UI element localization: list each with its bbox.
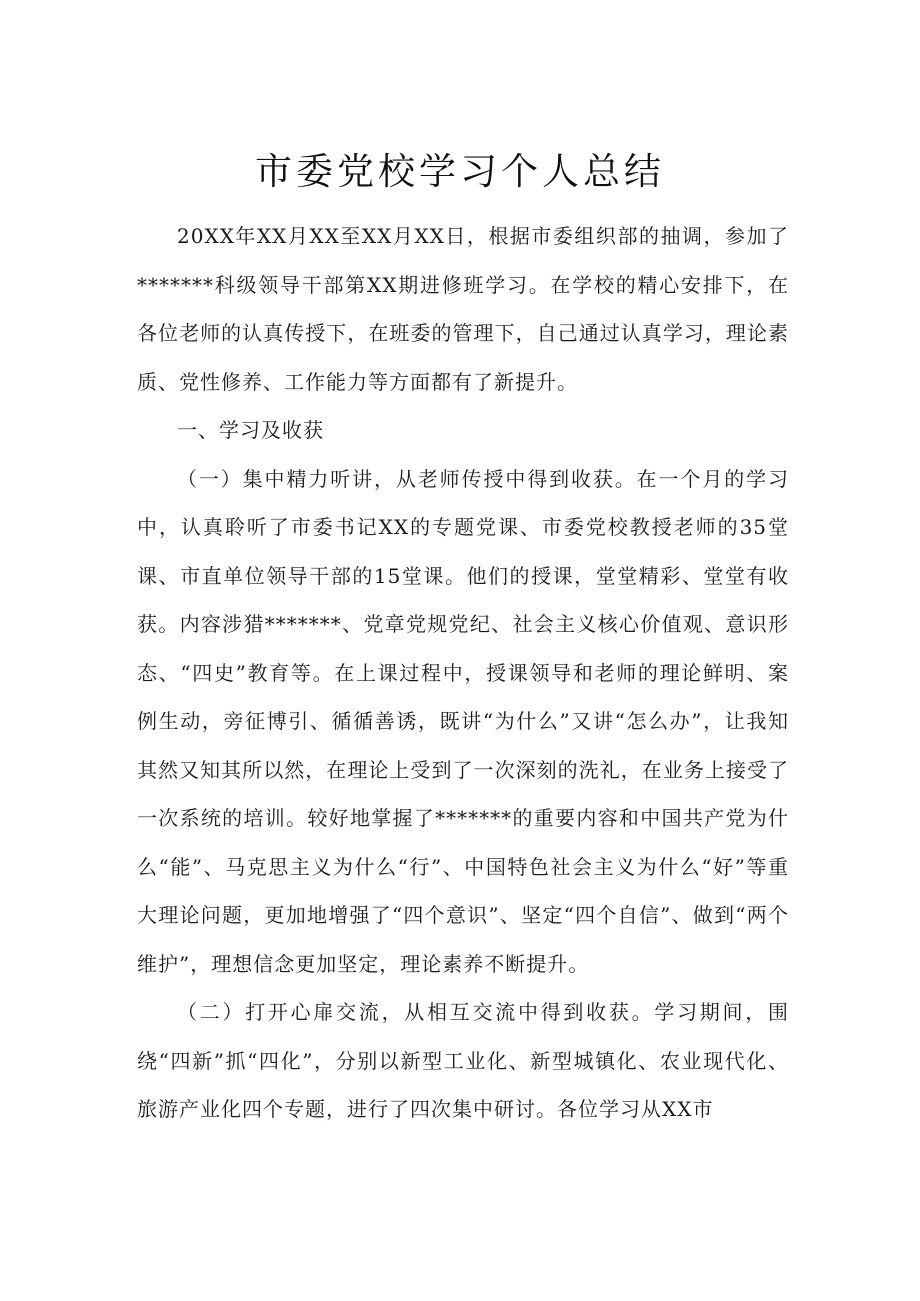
document-title: 市委党校学习个人总结 xyxy=(255,150,665,193)
document-body xyxy=(137,212,789,1134)
section-heading: 一、学习及收获 xyxy=(177,418,324,442)
intro-paragraph: 20XX年XX月XX至XX月XX日，根据市委组织部的抽调，参加了*******科级领导干部第XX期进修班学习。在学校的精心安排下，在各位老师的认真传授下，在班委的管理下，自己通过认真学习，理论素质、党性修养、工作能力等方面都有了新提升。 xyxy=(137,224,789,394)
subsection-one-paragraph: （一）集中精力听讲，从老师传授中得到收获。在一个月的学习中，认真聆听了市委书记XX的专题党课、市委党校教授老师的35堂课、市直单位领导干部的15堂课。他们的授课，堂堂精彩、堂堂有收获。内容涉猎*******、党章党规党纪、社会主义核心价值观、意识形态、“四史”教育等。在上课过程中，授课领导和老师的理论鲜明、案例生动，旁征博引、循循善诱，既讲“为什么”又讲“怎么办”，让我知其然又知其所以然，在理论上受到了一次深刻的洗礼，在业务上接受了一次系统的培训。较好地掌握了*******的重要内容和中国共产党为什么“能”、马克思主义为什么“行”、中国特色社会主义为什么“好”等重大理论问题，更加地增强了“四个意识”、坚定“四个自信”、做到“两个维护”，理想信念更加坚定，理论素养不断提升。 xyxy=(137,466,789,976)
subsection-two-paragraph: （二）打开心扉交流，从相互交流中得到收获。学习期间，围绕“四新”抓“四化”，分别以新型工业化、新型城镇化、农业现代化、旅游产业化四个专题，进行了四次集中研讨。各位学习从XX市 xyxy=(137,1000,789,1121)
